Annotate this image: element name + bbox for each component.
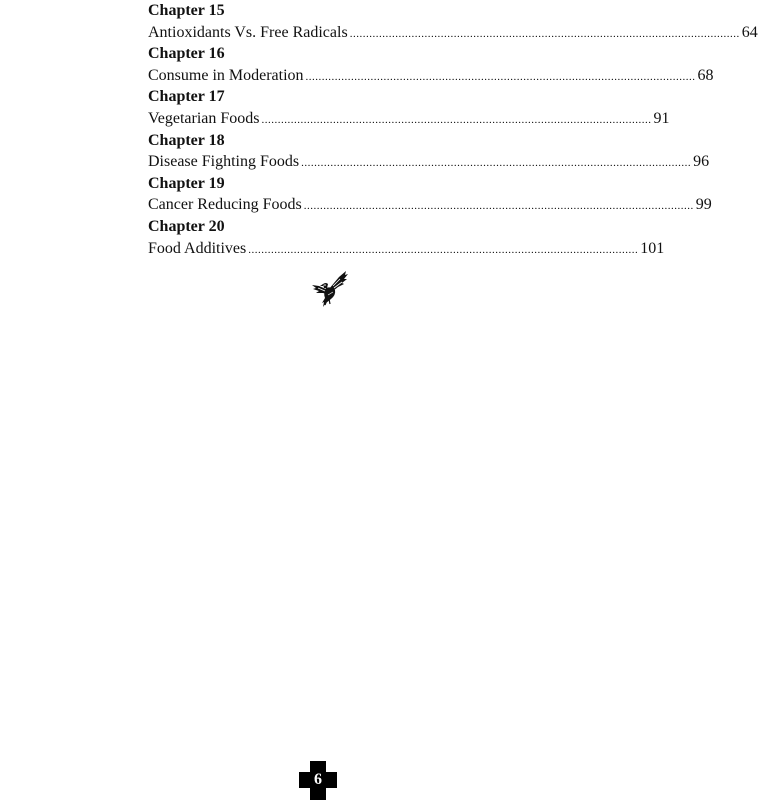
chapter-heading: Chapter 20 — [148, 217, 225, 235]
toc-entry-chapter-19[interactable] — [148, 173, 712, 216]
toc-page-number: 99 — [695, 196, 712, 214]
eagle-icon — [309, 267, 351, 309]
toc-line[interactable] — [148, 22, 758, 44]
page-number: 6 — [314, 771, 322, 788]
dot-leader: ........................................................................................................................ — [261, 113, 652, 126]
toc-entry-chapter-17[interactable] — [148, 86, 670, 129]
dot-leader: ........................................................................................................................ — [305, 70, 696, 83]
chapter-heading: Chapter 19 — [148, 174, 225, 192]
toc-line[interactable] — [148, 65, 714, 87]
dot-leader: ........................................................................................................................ — [248, 243, 639, 256]
toc-line[interactable] — [148, 108, 670, 130]
chapter-heading: Chapter 17 — [148, 88, 225, 106]
toc-entry-chapter-15[interactable] — [148, 0, 758, 43]
toc-entry-chapter-20[interactable] — [148, 216, 665, 259]
toc-line[interactable] — [148, 194, 712, 216]
toc-title: Antioxidants Vs. Free Radicals — [148, 23, 348, 41]
toc-page-number: 96 — [693, 153, 710, 171]
toc-line[interactable] — [148, 151, 710, 173]
toc-title: Vegetarian Foods — [148, 109, 260, 127]
toc-title: Disease Fighting Foods — [148, 153, 300, 171]
chapter-heading: Chapter 18 — [148, 131, 225, 149]
dot-leader: ........................................................................................................................ — [303, 200, 694, 213]
toc-title: Food Additives — [148, 239, 247, 257]
toc-page-number: 101 — [640, 239, 665, 257]
toc-entry-chapter-16[interactable] — [148, 43, 714, 86]
chapter-heading: Chapter 16 — [148, 45, 225, 63]
toc-title: Cancer Reducing Foods — [148, 196, 302, 214]
toc-title: Consume in Moderation — [148, 66, 304, 84]
toc-page-number: 91 — [653, 109, 670, 127]
chapter-heading: Chapter 15 — [148, 2, 225, 19]
table-of-contents — [148, 0, 758, 259]
toc-page-number: 64 — [741, 23, 758, 41]
dot-leader: ........................................................................................................................ — [301, 157, 692, 170]
dot-leader: ........................................................................................................................ — [349, 27, 740, 40]
toc-entry-chapter-18[interactable] — [148, 130, 710, 173]
toc-line[interactable] — [148, 238, 665, 260]
toc-page-number: 68 — [697, 66, 714, 84]
